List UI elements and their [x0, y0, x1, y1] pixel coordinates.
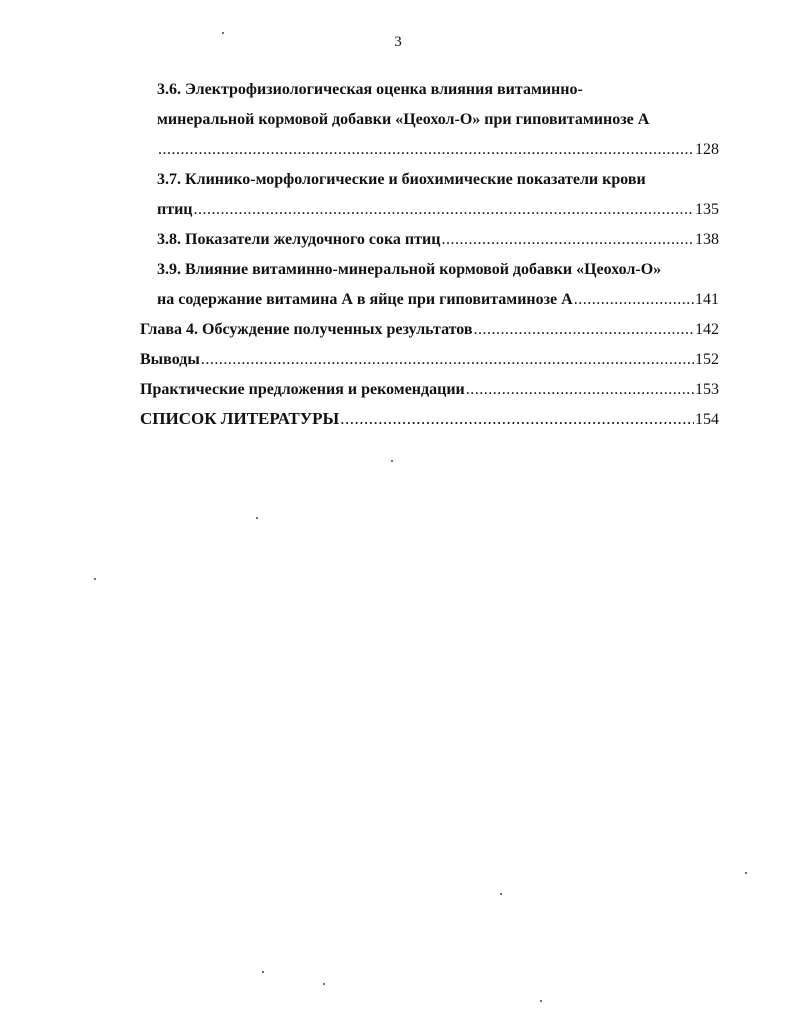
- scan-speck: [391, 460, 393, 462]
- toc-entry-text: на содержание витамина А в яйце при гиповитаминозе А: [157, 291, 573, 308]
- scan-speck: [262, 971, 264, 973]
- dot-leader: [474, 320, 694, 340]
- scan-speck: [256, 517, 258, 519]
- toc-entry-text: 3.7. Клинико-морфологические и биохимические показатели крови: [157, 171, 646, 188]
- toc-page-number: 153: [695, 381, 719, 398]
- toc-entry-chapter-4: [140, 320, 719, 340]
- toc-entry-literature: [140, 409, 719, 430]
- toc-page-number: 142: [695, 321, 719, 338]
- toc-entry-3-6-line1: [157, 80, 719, 100]
- toc-entry-text: Практические предложения и рекомендации: [140, 381, 465, 398]
- toc-entry-text: 3.6. Электрофизиологическая оценка влияния витаминно-: [157, 81, 583, 98]
- dot-leader: [201, 350, 694, 370]
- toc-entry-conclusions: [140, 350, 719, 370]
- toc-page-number: 138: [695, 231, 719, 248]
- dot-leader: [441, 230, 694, 250]
- toc-entry-3-9-line1: [157, 260, 719, 280]
- toc-entry-text: СПИСОК ЛИТЕРАТУРЫ: [140, 409, 340, 428]
- toc-entry-3-9-line2: [157, 290, 719, 310]
- toc-entry-3-7-line1: [157, 170, 719, 190]
- toc-page-number: 141: [695, 291, 719, 308]
- scan-speck: [323, 983, 325, 985]
- toc-entry-text: 3.8. Показатели желудочного сока птиц: [157, 231, 441, 248]
- dot-leader: [340, 409, 694, 429]
- toc-entry-3-6-line2: [157, 110, 719, 130]
- dot-leader: [194, 200, 694, 220]
- toc-page-number: 154: [695, 411, 719, 428]
- dot-leader: [574, 290, 694, 310]
- toc-entry-text: птиц: [157, 201, 193, 218]
- toc-entry-3-6-leader: [157, 140, 719, 160]
- toc-entry-text: Глава 4. Обсуждение полученных результатов: [140, 321, 473, 338]
- toc-page-number: 135: [695, 201, 719, 218]
- toc-entry-practical: [140, 380, 719, 400]
- scan-speck: [222, 32, 224, 34]
- toc-page-number: 128: [695, 141, 719, 158]
- dot-leader: [466, 380, 694, 400]
- toc-entry-text: Выводы: [140, 351, 200, 368]
- toc-page-number: 152: [695, 351, 719, 368]
- scan-speck: [94, 578, 96, 580]
- scan-speck: [745, 872, 747, 874]
- toc-entry-text: минеральной кормовой добавки «Цеохол-О» при гиповитаминозе А: [157, 111, 650, 128]
- toc-entry-3-7-line2: [157, 200, 719, 220]
- toc-entry-text: 3.9. Влияние витаминно-минеральной кормовой добавки «Цеохол-О»: [157, 261, 662, 278]
- dot-leader: [158, 140, 694, 160]
- scan-speck: [540, 1000, 542, 1002]
- scan-speck: [500, 893, 502, 895]
- toc-entry-3-8: [157, 230, 719, 250]
- page-number: 3: [394, 34, 402, 50]
